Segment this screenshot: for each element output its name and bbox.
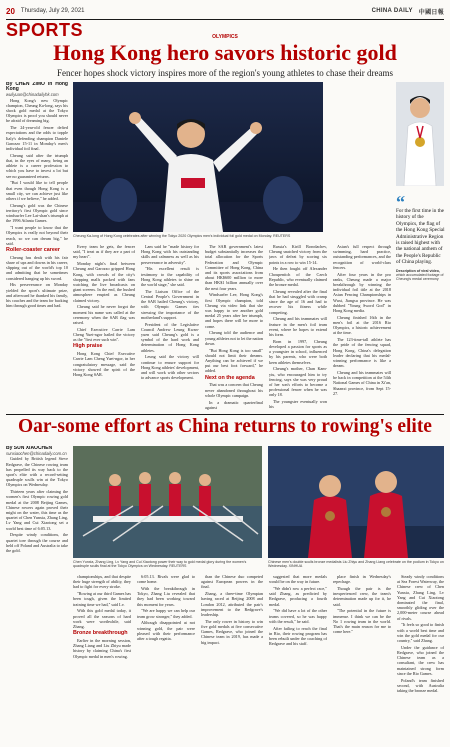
paragraph: The 123-time-tall athlete has the pride of the fencing squad, Hong Kong, China's delegation leader declaring that his medal-winning performance is like a dream. bbox=[333, 337, 391, 369]
paragraph: "But Hong Kong is too small" should not limit their dreams. Anything can be achieved if we put our best foot forward," he added. bbox=[205, 347, 263, 374]
section-title: SPORTS bbox=[6, 20, 84, 40]
story2-photo-caption: Chen Yunxia, Zhang Ling, Lv Yang and Cui Xiaotong power their way to gold medal glory during the women's quadruple sculls final at the Tokyo Olympics on Wednesday. REUTERS bbox=[73, 560, 247, 569]
paragraph: After failing to reach the final in Rio, their rowing program has been rebuilt under the coaching of Redgrave and his staff. bbox=[269, 625, 327, 647]
paragraph: President of the Legislative Council Andrew Leung Kwan-yuen said Cheung's gold is a symbol of the hard work and determination of Hong Kong athletes. bbox=[141, 321, 199, 353]
subhead: Next on the agenda bbox=[205, 374, 255, 381]
story1-column-6 bbox=[333, 244, 391, 412]
paragraph: Steady windy conditions at Sea Forest Waterway, the Chinese crew of Chen Yunxia, Zhang Ling, Lv Yang and Cui Xiaotong dominated the final, smoothly gliding over the 2,000-meter course ahead of rivals. bbox=[397, 574, 444, 621]
story1-column-5 bbox=[269, 244, 327, 412]
paragraph: 6:05.13. Rivals were glad to come home. bbox=[137, 574, 195, 585]
paragraph: Under the guidance of Redgrave, who joined the Chinese team as a consultant, the crew has maintained strong form since the Rio Games. bbox=[397, 644, 444, 676]
fencer-celebration-photo bbox=[73, 82, 323, 232]
story2-column-6 bbox=[333, 574, 391, 742]
paragraph: Cheung revealed after the final that he had struggled with cramp since the age of 16 and had to recover his fitness while competing. bbox=[269, 288, 327, 315]
story2-headline: Oar-some effort as China returns to rowing's elite bbox=[18, 416, 432, 437]
paragraph: "Rowing at our third Games has been tough, given the limited training time we had," said Lv. bbox=[73, 591, 131, 607]
paragraph: Hong Kong Chief Executive Carrie Lam Cheng Yuet-ngor, in her congratulatory message, said the victory showed the spirit of the Hong Kong SAR. bbox=[73, 351, 135, 378]
story2-column-2 bbox=[73, 574, 131, 742]
paragraph: Cheung's gold was the Chinese territory's first Olympic gold since windsurfer Lee Lai-shan's triumph at the 1996 Atlanta Games. bbox=[6, 202, 68, 224]
paragraph: "His excellent result is testimony to the capability of Hong Kong athletes to shine on the world stage," she said. bbox=[141, 266, 199, 288]
paragraph: After four years in the pro ranks, Cheung made a major breakthrough by winning the individual foil title at the 2018 Asian Fencing Championships in Wuxi, Jiangsu province. He was dubbed "Young Sword God" in Hong Kong media. bbox=[333, 271, 391, 314]
story2-column-4 bbox=[201, 574, 263, 742]
paragraph: "But I would like to tell people that even though Hong Kong is a small city, we can achieve just like others if we believe," he added. bbox=[6, 180, 68, 202]
story2-column-1 bbox=[6, 446, 68, 742]
paragraph: The Liaison Office of the Central People's Government in the SAR hailed Cheung's victory, with Olympic Games ties stressing the importance of the motherland's support. bbox=[141, 288, 199, 320]
masthead-brand-cn: 中國日報 bbox=[418, 9, 444, 16]
paragraph: place finish in Wednesday's repechage. bbox=[333, 574, 391, 585]
paragraph: The 24-year-old fencer defied expectations and the odds to topple Italy's defending champion Daniele Garozzo 15-11 in Monday's men's individual foil final. bbox=[6, 125, 68, 152]
paragraph: Every team he gets, the fencer said, "I treat as if they are a part of my heart". bbox=[73, 244, 135, 260]
paragraph: Cheung told the audience and young athletes not to let the nation down. bbox=[205, 330, 263, 346]
paragraph: That was a concern that Cheung never abandoned throughout his whole Olympic campaign. bbox=[205, 382, 263, 398]
pull-quote-text: For the first time in the history of the Olympics, the flag of the Hong Kong Special Administrative Region is raised highest with the national anthem of the People's Republic of China playing. bbox=[396, 208, 445, 266]
subhead: Roller-coaster career bbox=[6, 247, 60, 254]
quote-mark-icon: “ bbox=[396, 192, 405, 212]
story-divider bbox=[6, 414, 444, 415]
paragraph: The SAR government's latest budget substantially increases the total allocation for the Sports Federation and Olympic Committee of Hong Kong, China and its sports associations from about HK$600 million to more than HK$1 billion annually over the next four years. bbox=[205, 244, 263, 291]
paragraph: Born in 1997, Cheung developed a passion for sports as a youngster in school, influenced by his parents, who were both keen athletes themselves. bbox=[269, 338, 327, 365]
paragraph: Asian's full respect through swimming, hard practice, outstanding performances, and the recognition of world-class fencers. bbox=[333, 244, 391, 270]
paragraph: His perseverance on Monday yielded the sport's ultimate prize, and afterward he thanked his family, his coaches and the team for backing him through good times and bad. bbox=[6, 282, 68, 309]
paragraph: Monday night's final between Cheung and Garozzo gripped Hong Kong, with crowds of the city's shopping malls packed with fans watching the live broadcasts on giant screens. In the end, the hushed atmosphere erupted as Cheung claimed victory. bbox=[73, 261, 135, 303]
paragraph: The only rower in history to win five gold medals at five consecutive Games, Redgrave, who joined the Chinese team in 2019, has made a big impact. bbox=[201, 618, 263, 645]
paragraph: Cheung said after the triumph that, in the eyes of many, being an athlete is a career profession to which you have to invest a lot but see no guaranteed returns. bbox=[6, 152, 68, 179]
pull-quote-attribution-desc: which accumulated footage of Cheung's medal ceremony bbox=[396, 273, 444, 282]
paragraph: Hong Kong's new Olympic champion, Cheung Ka-long, says his shock gold medal at the Tokyo Olympics is proof you should never be afraid of dreaming big. bbox=[6, 97, 68, 124]
paragraph: Earlier in the morning session, Zhang Liang and Liu Zhiyu made history by claiming China's first Olympic medal in men's rowing. bbox=[73, 638, 131, 659]
story1-kicker: OLYMPICS bbox=[212, 34, 238, 40]
story1-column-2 bbox=[73, 244, 135, 412]
paragraph: championships, and that despite their huge strength of ability, they had to fight for every stroke. bbox=[73, 574, 131, 590]
masthead-brand: CHINA DAILY bbox=[371, 8, 413, 14]
paragraph: "We did have a lot of the other teams covered, so he was happy with the result," he said. bbox=[269, 608, 327, 624]
paragraph: Guided by British legend Steve Redgrave, the Chinese rowing team has propelled its way back to the sport's elite with a record-setting quadruple sculls win at the Tokyo Olympics on Wednesday. bbox=[6, 456, 68, 488]
story2-column-5 bbox=[269, 574, 327, 742]
paragraph: In a dramatic quarterfinal against bbox=[205, 399, 263, 410]
paragraph: Thirteen years after claiming the women's first Olympic rowing gold medal at the 2008 Beijing Games, Chinese rowers again proved their might on the water, this time as the quartet of Chen Yunxia, Zhang Ling, Lv Yang and Cui Xiaotong set a world best time of 6:05.13. bbox=[6, 489, 68, 531]
paragraph: Russia's Kirill Borodachev, Cheung snatched victory from the jaws of defeat by scoring six points in a row to win 15-14. bbox=[269, 244, 327, 265]
paragraph: He then fought off Alexander Choupenitch of the Czech Republic, who eventually claimed the bronze medal. bbox=[269, 266, 327, 288]
paragraph: Windsurfer Lee, Hong Kong's first Olympic champion, told Cheung via video link that she was happy to see another gold medal 25 years after her triumph, and hopes there will be more to come. bbox=[205, 292, 263, 329]
paragraph: suggested that more medals would be on the way in future. bbox=[269, 574, 327, 585]
page-header bbox=[6, 4, 444, 18]
story2-column-7 bbox=[397, 574, 444, 742]
story1-column-4 bbox=[205, 244, 263, 412]
paragraph: "We are happy we can help our team grow stronger," they added. bbox=[137, 608, 195, 619]
paragraph: Although disappointed at not winning gold, the pair were pleased with their performance after a tough regatta. bbox=[137, 620, 195, 642]
issue-date: Thursday, July 29, 2021 bbox=[20, 8, 85, 14]
paragraph: Zhang, a three-time Olympian having raced at Beijing 2008 and London 2012, attributed the pair's improvement to the Redgrave's leadership. bbox=[201, 591, 263, 618]
paragraph: Cheung has dealt with his fair share of ups and downs in his career, slipping out of the world's top 10 and admitting that he sometimes considered hanging up his sword. bbox=[6, 254, 68, 281]
paragraph: "I want people to know that the Olympics is really not beyond their reach, so we can dream big," he said. bbox=[6, 225, 68, 246]
story1-deck: Fencer hopes shock victory inspires more of the region's young athletes to chase their dreams bbox=[56, 68, 394, 78]
story1-email: wuliyuan@chinadailyhk.com bbox=[6, 92, 59, 98]
paragraph: "It feels so good to finish with a world best time and win the gold medal for our country," said Zhang. bbox=[397, 622, 444, 644]
paragraph: Chief Executive Carrie Lam Cheng Yuet-ngor hailed the victory as the "first ever such win". bbox=[73, 326, 135, 343]
story2-email: sunxiaochen@chinadaily.com.cn bbox=[6, 451, 67, 457]
paragraph: Cheung and his teammates will feature in the men's foil team event, where he hopes to extend his form. bbox=[269, 316, 327, 338]
story2-byline: By SUN XIAOCHEN bbox=[6, 446, 53, 451]
story1-column-3 bbox=[141, 244, 199, 412]
story1-headline: Hong Kong hero savors historic gold bbox=[53, 40, 397, 65]
pull-quote-attribution-title: Description of viral video, bbox=[396, 268, 440, 273]
paragraph: Poland's team finished second, with Australia taking the bronze medal. bbox=[397, 677, 444, 694]
paragraph: Cheung said he never forgot the moment his name was called at the ceremony when the SAR flag was raised. bbox=[73, 304, 135, 326]
paragraph: "We didn't row a perfect race," said Zhang, as predicted by Redgrave, producing a fourth medal. bbox=[269, 586, 327, 607]
paragraph: Despite windy conditions, the quartet tore through the course and held off Poland and Australia to take the gold. bbox=[6, 532, 68, 554]
rowing-podium-photo bbox=[268, 446, 444, 558]
subhead: Bronze breakthrough bbox=[73, 630, 128, 637]
paragraph: Lam said he "made history for Hong Kong with his outstanding skills and calmness as well as his perseverance in adversity". bbox=[141, 244, 199, 265]
story2-photo2-caption: Chinese men's double sculls bronze medalists Liu Zhiyu and Zhang Liang celebrate on the podium in Tokyo on Wednesday. XINHUA bbox=[268, 560, 444, 569]
paragraph: Leung said the victory will continue to ensure support for Hong Kong athletes' development, and will work with other sectors to advance sports development. bbox=[141, 354, 199, 381]
paragraph: Though the pair is the inexperienced crew, the team's determination made up for it, he said. bbox=[333, 586, 391, 607]
paragraph: The youngster eventually won his bbox=[269, 399, 327, 410]
paragraph: Cheung's mother, Chan Kam-yiu, who encouraged him to try fencing, says she was very proud of her son's efforts to become a professional fencer when he was only 18. bbox=[269, 366, 327, 398]
paragraph: With the breakthrough in Tokyo, Zhang Liu revealed that they had been working toward this moment for years. bbox=[137, 586, 195, 607]
paragraph: Cheung finished 16th in the men's foil at the 2016 Rio Olympics, a historic achievement at the time. bbox=[333, 314, 391, 336]
subhead: High praise bbox=[73, 343, 103, 350]
rowing-quad-photo bbox=[73, 446, 262, 558]
story1-photo-caption: Cheung Ka-long of Hong Kong celebrates after winning the Tokyo 2020 Olympics men's individual foil gold medal on Monday. REUTERS bbox=[73, 234, 291, 238]
paragraph: With this gold medal today, it proved all the seasons of hard work were worthwhile, said Zhang. bbox=[73, 608, 131, 630]
story2-column-3 bbox=[137, 574, 195, 742]
fencer-portrait-photo bbox=[396, 82, 444, 186]
pull-quote-attribution bbox=[396, 269, 446, 282]
pull-quote bbox=[396, 192, 446, 282]
story1-column-1 bbox=[6, 82, 68, 412]
paragraph: Cheung and his teammates will be back in competition at the 54th National Games of China in Xi'an, Shaanxi province, from Sept 15-27. bbox=[333, 370, 391, 396]
paragraph: "The potential in the future is immense. I think we can be the No 1 rowing team in the world. That's the main reason for me to come here." bbox=[333, 608, 391, 635]
page-number: 20 bbox=[6, 6, 15, 16]
paragraph: than the Chinese duo competed against European powers in the final. bbox=[201, 574, 263, 590]
story1-byline: By CHEN ZIMO in Hong Kong bbox=[6, 82, 68, 93]
